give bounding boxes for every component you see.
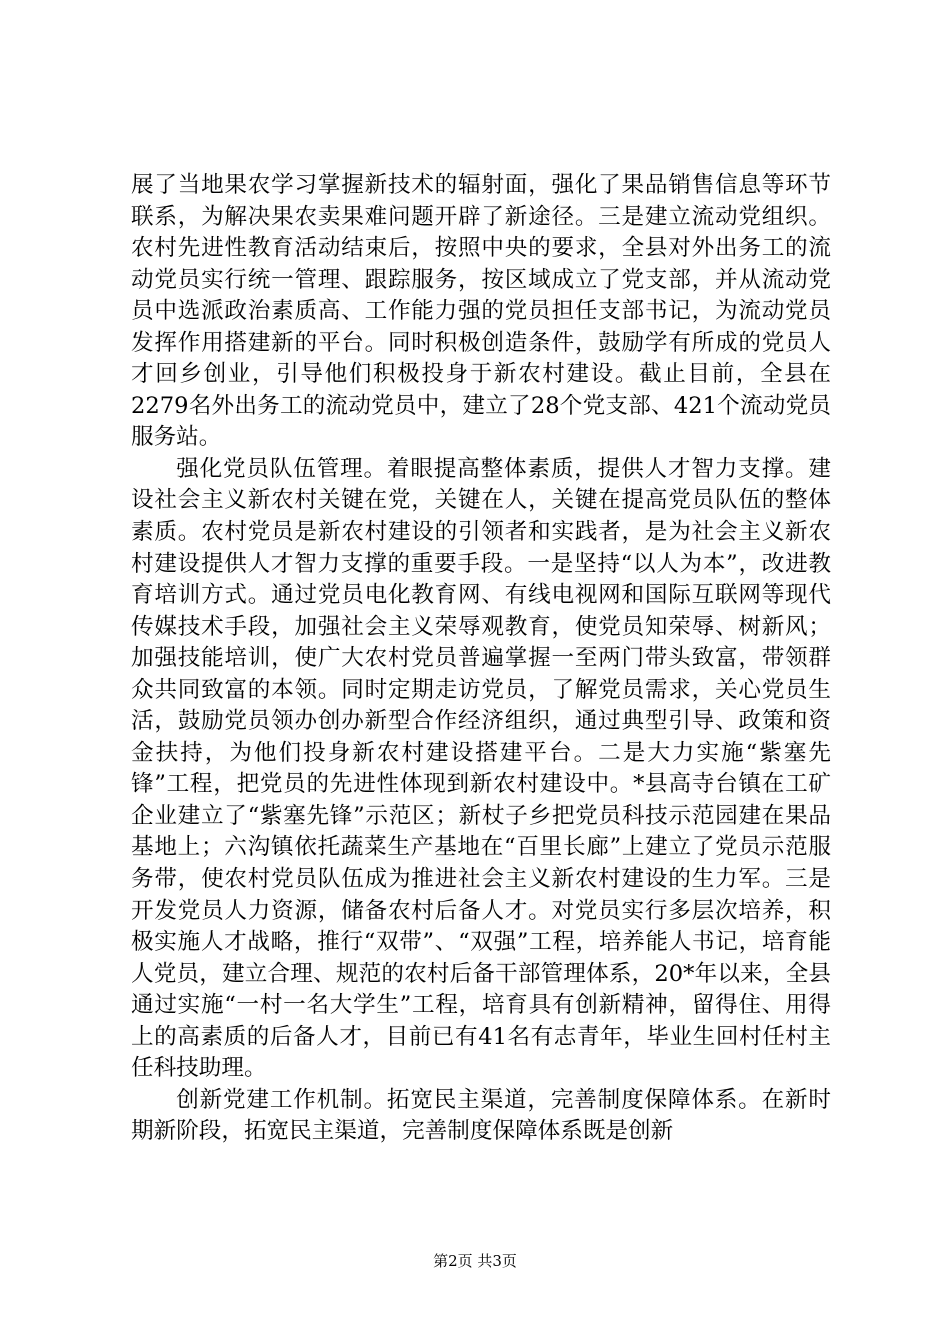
paragraph-2: 强化党员队伍管理。着眼提高整体素质，提供人才智力支撑。建设社会主义新农村关键在党，关键在人，关键在提高党员队伍的整体素质。农村党员是新农村建设的引领者和实践者，是为社会主义新农村建设提供人才智力支撑的重要手段。一是坚持“以人为本”，改进教育培训方式。通过党员电化教育网、有线电视网和国际互联网等现代传媒技术手段，加强社会主义荣辱观教育，使党员知荣辱、树新风；加强技能培训，使广大农村党员普遍掌握一至两门带头致富，带领群众共同致富的本领。同时定期走访党员，了解党员需求，关心党员生活，鼓励党员领办创办新型合作经济组织，通过典型引导、政策和资金扶持，为他们投身新农村建设搭建平台。二是大力实施“紫塞先锋”工程，把党员的先进性体现到新农村建设中。*县高寺台镇在工矿企业建立了“紫塞先锋”示范区；新杖子乡把党员科技示范园建在果品基地上；六沟镇依托蔬菜生产基地在“百里长廊”上建立了党员示范服务带，使农村党员队伍成为推进社会主义新农村建设的生力军。三是开发党员人力资源，储备农村后备人才。对党员实行多层次培养，积极实施人才战略，推行“双带”、“双强”工程，培养能人书记，培育能人党员，建立合理、规范的农村后备干部管理体系，20*年以来，全县通过实施“一村一名大学生”工程，培育具有创新精神，留得住、用得上的高素质的后备人才，目前已有41名有志青年，毕业生回村任村主任科技助理。 <box>131 455 831 1082</box>
paragraph-1: 展了当地果农学习掌握新技术的辐射面，强化了果品销售信息等环节联系，为解决果农卖果难问题开辟了新途径。三是建立流动党组织。农村先进性教育活动结束后，按照中央的要求，全县对外出务工的流动党员实行统一管理、跟踪服务，按区域成立了党支部，并从流动党员中选派政治素质高、工作能力强的党员担任支部书记，为流动党员发挥作用搭建新的平台。同时积极创造条件，鼓励学有所成的党员人才回乡创业，引导他们积极投身于新农村建设。截止目前，全县在2279名外出务工的流动党员中，建立了28个党支部、421个流动党员服务站。 <box>131 172 831 451</box>
paragraph-3: 创新党建工作机制。拓宽民主渠道，完善制度保障体系。在新时期新阶段，拓宽民主渠道，完善制度保障体系既是创新 <box>131 1086 831 1145</box>
document-body <box>131 170 831 1148</box>
page-footer: 第2页 共3页 <box>433 1252 517 1270</box>
